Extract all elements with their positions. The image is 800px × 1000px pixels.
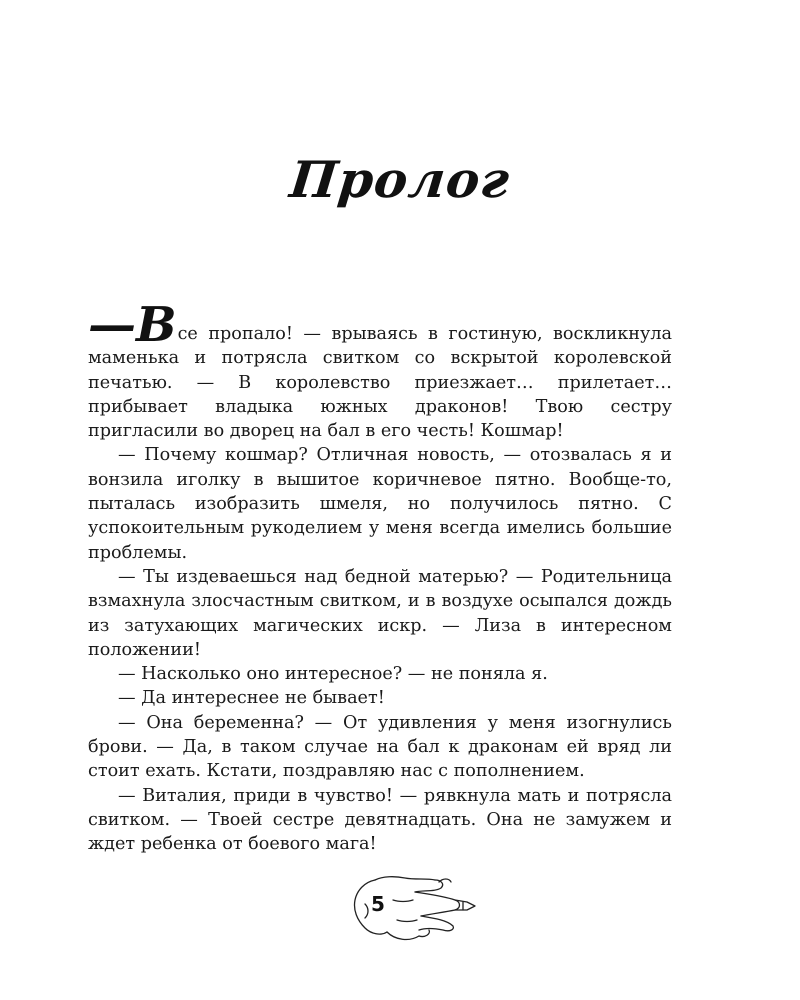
chapter-body: [88, 297, 672, 857]
paragraph-text: се пропало! — врываясь в гостиную, воскликнула маменька и потрясла свитком со вскрытой королевской печатью. — В королевство приезжает… прилетает… прибывает владыка южных драконов! Твою сестру пригласили во дворец на бал в его честь! Кошмар!: [88, 324, 672, 442]
page-footer: [335, 870, 495, 950]
paragraph: — Она беременна? — От удивления у меня изогнулись брови. — Да, в таком случае на бал к драконам ей вряд ли стоит ехать. Кстати, поздравляю нас с пополнением.: [88, 712, 672, 782]
page-number: 5: [371, 892, 385, 916]
chapter-title: Пролог: [287, 150, 513, 209]
paragraph: — Да интереснее не бывает!: [118, 688, 385, 709]
dragon-claw-ornament-icon: [335, 870, 495, 950]
paragraph: [88, 297, 672, 443]
paragraph: — Почему кошмар? Отличная новость, — отозвалась я и вонзила иголку в вышитое коричневое пятно. Вообще-то, пыталась изобразить шмеля, но получилось пятно. С успокоительным рукоделием у меня всегда имелись большие проблемы.: [88, 445, 672, 563]
paragraph: — Виталия, приди в чувство! — рявкнула мать и потрясла свитком. — Твоей сестре девятнадцать. Она не замужем и ждет ребенка от боевого мага!: [88, 785, 672, 855]
paragraph: — Насколько оно интересное? — не поняла я.: [118, 664, 548, 685]
paragraph: — Ты издеваешься над бедной матерью? — Родительница взмахнула злосчастным свитком, и в воздухе осыпался дождь из затухающих магических искр. — Лиза в интересном положении!: [88, 566, 672, 660]
drop-cap: —В: [88, 297, 177, 353]
